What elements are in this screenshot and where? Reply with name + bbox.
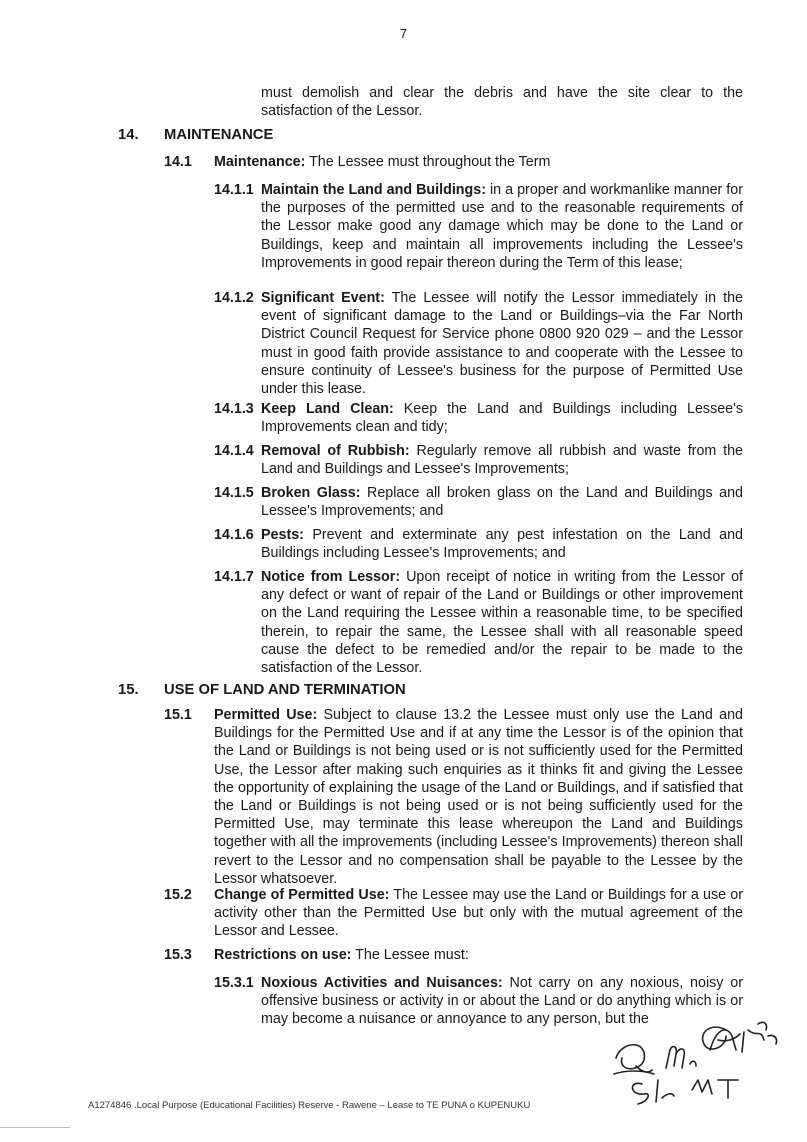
clause-14-1-2 — [261, 289, 743, 398]
clause-14-1-2-number: 14.1.2 — [214, 290, 254, 306]
clause-text: Keep the Land and Buildings including Lessee's Improvements clean and tidy; — [261, 401, 744, 436]
clause-14-1-3 — [261, 400, 743, 436]
clause-heading: Notice from Lessor: — [261, 569, 401, 585]
clause-text: The Lessee will notify the Lessor immediately in the event of significant damage to the Land or Buildings–via the Far North District Council Request for Service phone 0800 920 029 – and the Lessor must in good faith provide assistance to and cooperate with the Lessee to ensure continuity of Lessee's business for the purpose of Permitted Use under this lease. — [261, 290, 743, 398]
page-number: 7 — [399, 26, 408, 41]
clause-14-1 — [214, 153, 743, 171]
clause-heading: Removal of Rubbish: — [261, 443, 410, 459]
section-14-number: 14. — [118, 127, 139, 143]
clause-heading: Keep Land Clean: — [261, 401, 394, 417]
clause-heading: Maintain the Land and Buildings: — [261, 182, 486, 198]
document-footer: A1274846 .Local Purpose (Educational Facilities) Reserve - Rawene – Lease to TE PUNA o KUPENUKU — [88, 1100, 531, 1111]
clause-text: in a proper and workmanlike manner for the purposes of the permitted use and to the reasonable requirements of the Lessor make good any damage which may be done to the Land or Buildings, keep and maintain all improvements including the Lessee's Improvements in good repair thereon during the Term of this lease; — [261, 182, 743, 271]
clause-15-1-number: 15.1 — [164, 707, 192, 723]
handwritten-initials — [608, 1010, 798, 1106]
section-15-number: 15. — [118, 682, 139, 698]
clause-14-1-1 — [261, 181, 743, 272]
clause-14-1-3-number: 14.1.3 — [214, 401, 254, 417]
clause-heading: Significant Event: — [261, 290, 385, 306]
clause-15-3-1-number: 15.3.1 — [214, 975, 254, 991]
clause-15-3-number: 15.3 — [164, 947, 192, 963]
clause-14-1-4 — [261, 442, 743, 478]
clause-14-1-5-number: 14.1.5 — [214, 485, 254, 501]
clause-heading: Maintenance: — [214, 154, 306, 170]
clause-text: Replace all broken glass on the Land and Buildings and Lessee's Improvements; and — [261, 485, 743, 520]
clause-text: Prevent and exterminate any pest infestation on the Land and Buildings including Lessee's Improvements; and — [261, 527, 743, 562]
clause-15-3 — [214, 946, 743, 964]
clause-text: The Lessee must: — [351, 947, 469, 963]
clause-text: Regularly remove all rubbish and waste from the Land and Buildings and Lessee's Improvements; — [261, 443, 743, 478]
section-14-title: MAINTENANCE — [164, 127, 274, 143]
intro-text: must demolish and clear the debris and have the site clear to the satisfaction of the Lessor. — [261, 85, 743, 120]
footer-rule — [0, 1127, 70, 1128]
clause-14-1-7 — [261, 568, 743, 677]
clause-text: The Lessee may use the Land or Buildings for a use or activity other than the Permitted Use but only with the mutual agreement of the Lessor and Lessee. — [214, 887, 743, 940]
clause-15-2-number: 15.2 — [164, 887, 192, 903]
clause-heading: Broken Glass: — [261, 485, 361, 501]
clause-15-2 — [214, 886, 743, 941]
clause-14-1-6-number: 14.1.6 — [214, 527, 254, 543]
clause-14-1-4-number: 14.1.4 — [214, 443, 254, 459]
clause-heading: Pests: — [261, 527, 304, 543]
section-15-title: USE OF LAND AND TERMINATION — [164, 682, 406, 698]
clause-14-1-5 — [261, 484, 743, 520]
clause-14-1-6 — [261, 526, 743, 562]
clause-text: Subject to clause 13.2 the Lessee must only use the Land and Buildings for the Permitted Use and if at any time the Lessor is of the opinion that the Land or Buildings is not being used or is not sufficiently used for the Permitted Use, the Lessor after making such enquiries as it thinks fit and giving the Lessee the opportunity of explaining the usage of the Land or Buildings, and if satisfied that the Land or Buildings is not being used or is not being sufficiently used for the Permitted Use, may terminate this lease whereupon the Land and Buildings together with all the improvements (including Lessee's Improvements) thereon shall revert to the Lessor and no compensation shall be payable to the Lessee by the Lessor whatsoever. — [214, 707, 743, 887]
clause-14-1-7-number: 14.1.7 — [214, 569, 254, 585]
clause-15-1 — [214, 706, 743, 888]
clause-heading: Permitted Use: — [214, 707, 318, 723]
clause-14-1-1-number: 14.1.1 — [214, 182, 254, 198]
clause-text: Upon receipt of notice in writing from the Lessor of any defect or want of repair of the Land or Buildings or other improvement on the Land requiring the Lessee within a reasonable time, to be specified therein, to repair the same, the Lessee shall with all reasonable speed cause the defect to be remedied and/or the repair to be made to the satisfaction of the Lessor. — [261, 569, 743, 677]
clause-14-1-number: 14.1 — [164, 154, 192, 170]
clause-heading: Restrictions on use: — [214, 947, 352, 963]
clause-heading: Noxious Activities and Nuisances: — [261, 975, 503, 991]
clause-heading: Change of Permitted Use: — [214, 887, 390, 903]
clause-text: Not carry on any noxious, noisy or offensive business or activity in or about the Land or do anything which is or may become a nuisance or annoyance to any person, but the — [261, 975, 743, 1028]
clause-text: The Lessee must throughout the Term — [305, 154, 551, 170]
